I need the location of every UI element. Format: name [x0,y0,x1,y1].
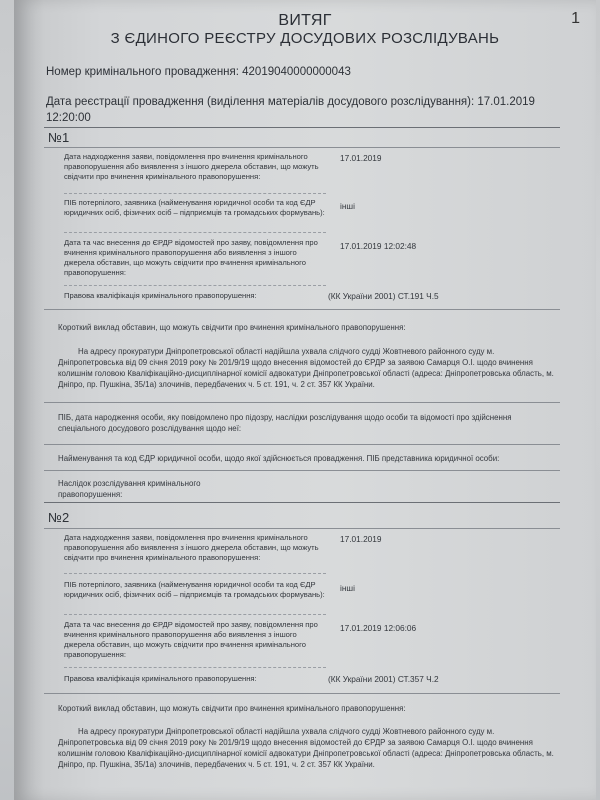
field-separator [64,285,326,286]
field-label: Дата надходження заяви, повідомлення про вчинення кримінального правопорушення або виявлення з іншого джерела обставин, що можуть свідчити про вчинення кримінального правопорушення: [64,152,319,181]
legal-entity-label: Найменування та код ЄДР юридичної особи, щодо якої здійснюється провадження. ПІБ представника юридичної особи: [58,454,500,463]
page-shadow [14,0,44,800]
document-subtitle: З ЄДИНОГО РЕЄСТРУ ДОСУДОВИХ РОЗСЛІДУВАНЬ [110,30,500,47]
section-divider [44,402,560,403]
field-separator [64,232,326,233]
field-value: (КК України 2001) СТ.357 Ч.2 [328,674,439,684]
field-value: інші [340,583,355,593]
section-divider [44,470,560,471]
registration-date: Дата реєстрації провадження (виділення матеріалів досудового розслідування): 17.01.2019 12:20:00 [46,96,535,124]
section-divider [44,502,560,503]
section-number: №1 [48,130,70,145]
field-value: 17.01.2019 12:06:06 [340,623,417,633]
field-label: Правова кваліфікація кримінального правопорушення: [64,291,257,300]
section-divider [44,528,560,529]
section-number: №2 [48,510,70,525]
summary-paragraph: На адресу прокуратури Дніпропетровської області надійшла ухвала слідчого судді Жовтневого районного суду м. Дніпропетровська від 09 січня 2019 року № 201/9/19 щодо внесення відомостей до ЄРДР за заявою Самарця О.І. щодо вчинення колишнім головою Кваліфікаційно-дисциплінарної комісії адвокатури Дніпропетровської області (адреса: Дніпропетровська область, м. Дніпро, пр. Пушкіна, 35/1а) злочинів, передбачених ч. 5 ст. 191, ч. 2 ст. 357 КК України. [58,727,554,769]
summary-paragraph: На адресу прокуратури Дніпропетровської області надійшла ухвала слідчого судді Жовтневого районного суду м. Дніпропетровська від 09 січня 2019 року № 201/9/19 щодо внесення відомостей до ЄРДР за заявою Самарця О.І. щодо вчинення колишнім головою Кваліфікаційно-дисциплінарної комісії адвокатури Дніпропетровської області (адреса: Дніпропетровська область, м. Дніпро, пр. Пушкіна, 35/1а) злочинів, передбачених ч. 5 ст. 191, ч. 2 ст. 357 КК України. [58,347,554,389]
field-separator [64,667,326,668]
summary-label: Короткий виклад обставин, що можуть свідчити про вчинення кримінального правопорушення: [58,704,406,713]
field-label: ПІБ потерпілого, заявника (найменування юридичної особи та код ЄДР юридичних осіб, фізичних осіб – підприємців та громадських формувань): [64,580,325,599]
section-divider [44,127,560,128]
field-value: 17.01.2019 [340,153,382,163]
field-value: (КК України 2001) СТ.191 Ч.5 [328,291,439,301]
document-sheet [14,0,596,800]
document-title: ВИТЯГ [278,12,332,29]
field-separator [64,193,326,194]
summary-label: Короткий виклад обставин, що можуть свідчити про вчинення кримінального правопорушення: [58,323,406,332]
field-label: Дата та час внесення до ЄРДР відомостей про заяву, повідомлення про вчинення кримінального правопорушення або виявлення з іншого джерела обставин, що можуть свідчити про вчинення кримінального правопорушення: [64,620,318,659]
field-label: Правова кваліфікація кримінального правопорушення: [64,674,257,683]
field-label: Дата та час внесення до ЄРДР відомостей про заяву, повідомлення про вчинення кримінального правопорушення або виявлення з іншого джерела обставин, що можуть свідчити про вчинення кримінального правопорушення: [64,238,318,277]
field-separator [64,614,326,615]
summary-text [58,726,560,770]
section-divider [44,693,560,694]
field-value: 17.01.2019 12:02:48 [340,241,417,251]
section-divider [44,444,560,445]
field-label: ПІБ потерпілого, заявника (найменування юридичної особи та код ЄДР юридичних осіб, фізичних осіб – підприємців та громадських формувань): [64,198,325,217]
page-number: 1 [571,10,580,27]
section-divider [44,147,560,148]
case-number: Номер кримінального провадження: 42019040000000043 [46,66,351,78]
outcome-label: Наслідок розслідування кримінального правопорушення: [58,479,201,499]
section-divider [44,309,560,310]
field-label: Дата надходження заяви, повідомлення про вчинення кримінального правопорушення або виявлення з іншого джерела обставин, що можуть свідчити про вчинення кримінального правопорушення: [64,533,319,562]
field-value: 17.01.2019 [340,534,382,544]
summary-text [58,346,560,390]
suspect-label: ПІБ, дата народження особи, яку повідомлено про підозру, наслідки розслідування щодо особи та відомості про здійснення спеціального досудового розслідування щодо неї: [58,413,512,433]
field-value: інші [340,201,355,211]
field-separator [64,573,326,574]
